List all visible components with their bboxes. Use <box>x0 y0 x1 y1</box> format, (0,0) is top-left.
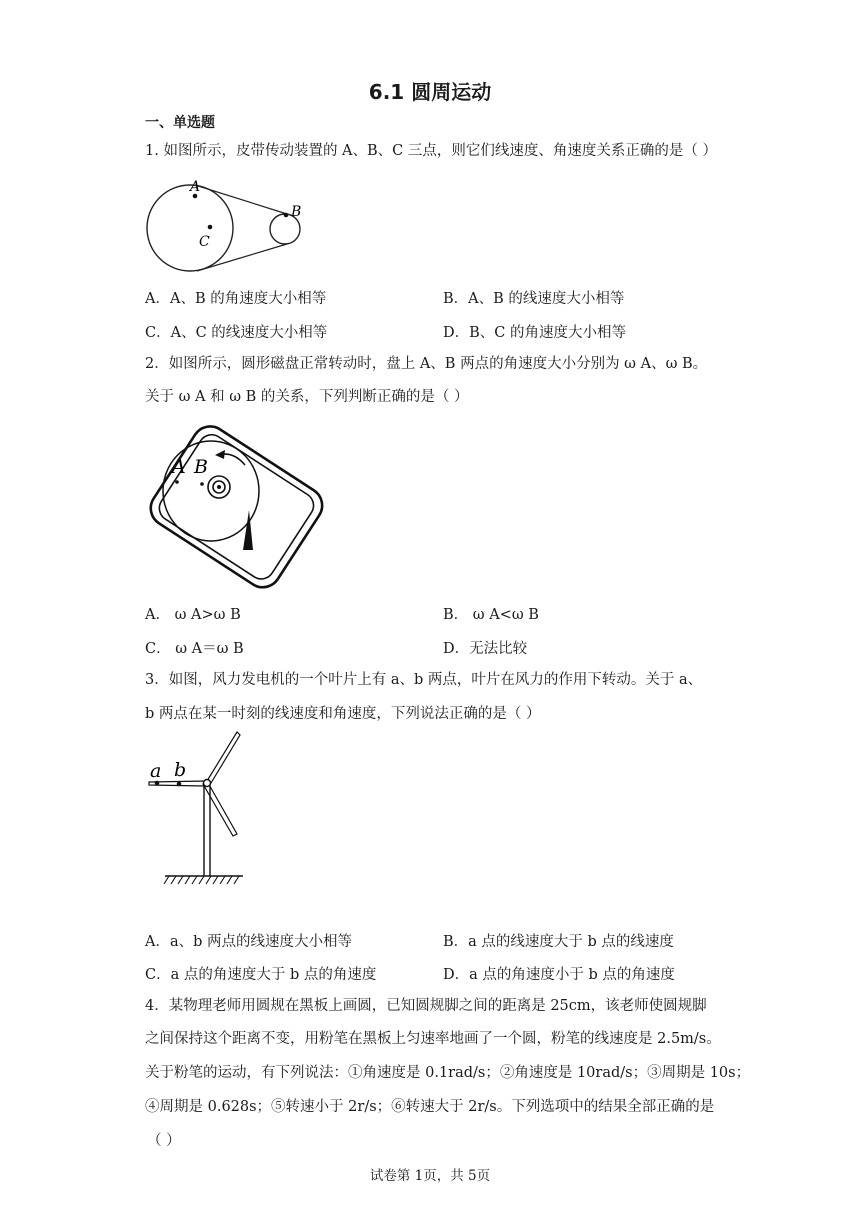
q1-option-b[interactable]: B．A、B 的线速度大小相等 <box>443 291 625 307</box>
question-4-line-2: 之间保持这个距离不变，用粉笔在黑板上匀速率地画了一个圆，粉笔的线速度是 2.5m/s。 <box>145 1031 721 1047</box>
q3-option-d[interactable]: D．a 点的角速度小于 b 点的角速度 <box>443 967 675 983</box>
hard-disk-figure <box>145 418 335 593</box>
q2-option-d[interactable]: D．无法比较 <box>443 641 528 657</box>
wind-turbine-figure <box>145 728 255 888</box>
page-title: 6.1 圆周运动 <box>368 80 492 104</box>
question-3-line-1: 3．如图，风力发电机的一个叶片上有 a、b 两点，叶片在风力的作用下转动。关于 a、 <box>145 672 703 688</box>
belt-drive-figure <box>140 176 310 276</box>
fig3-label-b: b <box>174 759 187 781</box>
fig2-label-a: A <box>172 456 186 478</box>
q1-option-c[interactable]: C．A、C 的线速度大小相等 <box>145 325 328 341</box>
section-heading: 一、单选题 <box>145 115 215 131</box>
question-3-line-2: b 两点在某一时刻的线速度和角速度，下列说法正确的是（ ） <box>145 706 541 722</box>
q2-option-c[interactable]: C． ω A＝ω B <box>145 641 244 657</box>
page-footer: 试卷第 1页，共 5页 <box>369 1168 491 1184</box>
q1-option-d[interactable]: D．B、C 的角速度大小相等 <box>443 325 626 341</box>
q3-option-a[interactable]: A．a、b 两点的线速度大小相等 <box>145 934 353 950</box>
question-1-text: 1. 如图所示，皮带传动装置的 A、B、C 三点，则它们线速度、角速度关系正确的是（ ） <box>145 143 717 159</box>
q3-option-b[interactable]: B．a 点的线速度大于 b 点的线速度 <box>443 934 674 950</box>
question-2-line-2: 关于 ω A 和 ω B 的关系，下列判断正确的是（ ） <box>145 389 469 405</box>
fig1-label-a: A <box>190 179 201 195</box>
fig3-label-a: a <box>150 760 162 782</box>
q2-option-b[interactable]: B． ω A<ω B <box>443 607 539 623</box>
question-2-line-1: 2．如图所示，圆形磁盘正常转动时，盘上 A、B 两点的角速度大小分别为 ω A、ω B。 <box>145 356 708 372</box>
q3-option-c[interactable]: C．a 点的角速度大于 b 点的角速度 <box>145 967 377 983</box>
q2-option-a[interactable]: A． ω A>ω B <box>145 607 241 623</box>
question-4-line-1: 4．某物理老师用圆规在黑板上画圆，已知圆规脚之间的距离是 25cm，该老师使圆规脚 <box>145 998 707 1014</box>
fig1-label-b: B <box>291 204 302 220</box>
q1-option-a[interactable]: A．A、B 的角速度大小相等 <box>145 291 327 307</box>
question-4-line-4: ④周期是 0.628s；⑤转速小于 2r/s；⑥转速大于 2r/s。下列选项中的结果全部正确的是 <box>145 1099 715 1115</box>
question-4-line-3: 关于粉笔的运动，有下列说法：①角速度是 0.1rad/s；②角速度是 10rad/s；③周期是 10s； <box>145 1065 751 1081</box>
fig2-label-b: B <box>194 456 208 478</box>
fig1-label-c: C <box>199 234 210 250</box>
question-4-line-5: （ ） <box>147 1133 181 1149</box>
